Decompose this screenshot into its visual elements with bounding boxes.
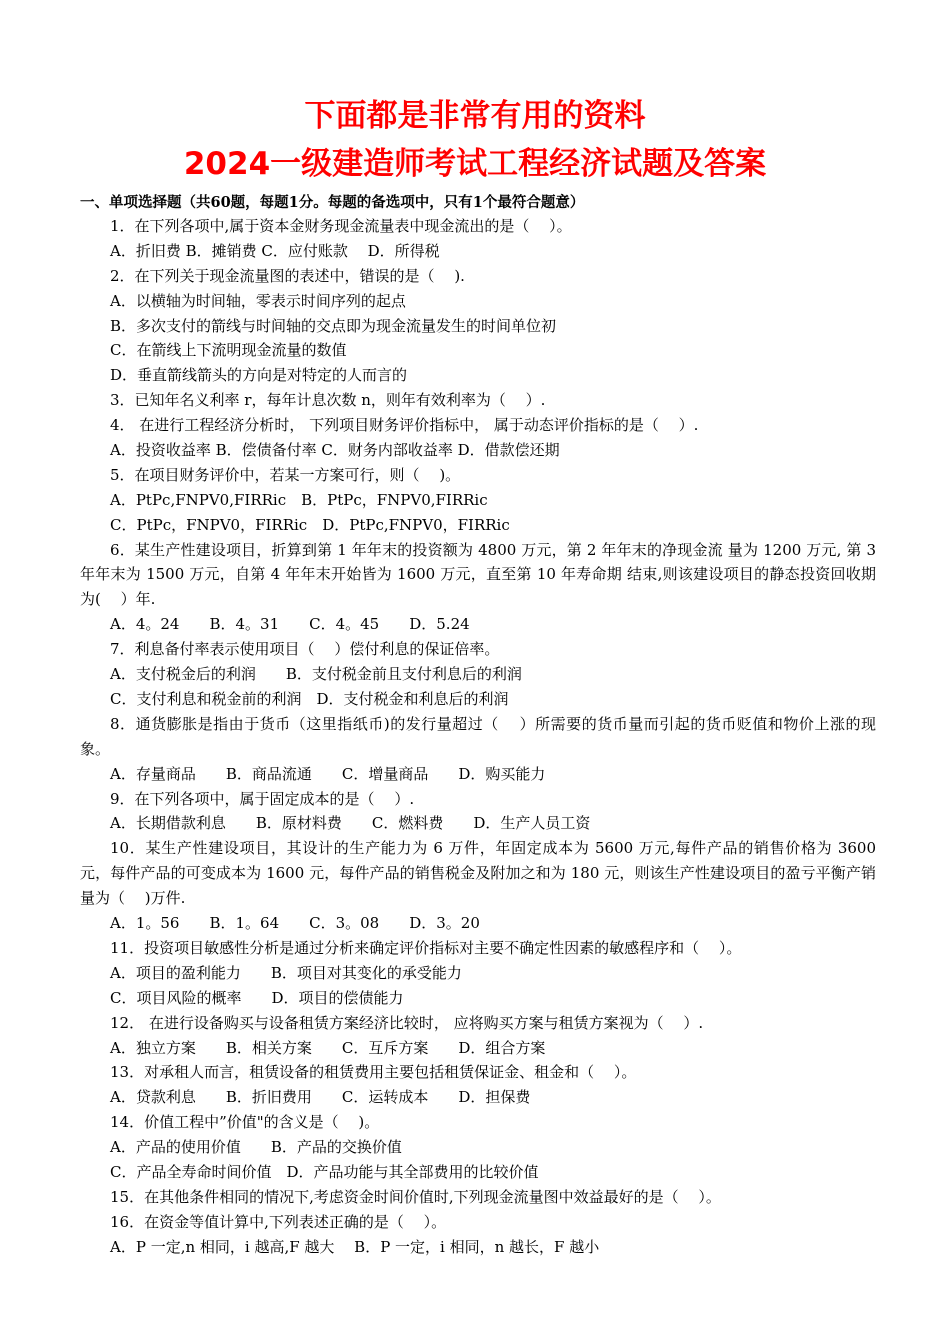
question-11: 11．投资项目敏感性分析是通过分析来确定评价指标对主要不确定性因素的敏感程序和（ ）。 — [110, 938, 742, 957]
question-list — [80, 214, 876, 1260]
question-14: 14．价值工程中”价值"的含义是（ )。 — [110, 1113, 380, 1132]
question-13: 13．对承租人而言，租赁设备的租赁费用主要包括租赁保证金、租金和（ ）。 — [110, 1063, 637, 1082]
question-2: 2．在下列关于现金流量图的表述中，错误的是（ ). — [110, 266, 465, 285]
question-4-options: A．投资收益率 B．偿债备付率 C．财务内部收益率 D．借款偿还期 — [110, 441, 560, 460]
question-10-options: A．1。56 B．1。64 C．3。08 D．3。20 — [110, 914, 480, 933]
question-14-options-ab: A．产品的使用价值 B．产品的交换价值 — [110, 1138, 402, 1157]
question-1-options: A．折旧费 B．摊销费 C．应付账款 D．所得税 — [110, 241, 440, 260]
section-heading: 一、单项选择题（共60题，每题1分。每题的备选项中，只有1个最符合题意） — [80, 194, 585, 211]
question-2-option-a: A．以横轴为时间轴，零表示时间序列的起点 — [110, 291, 406, 310]
question-7: 7．利息备付率表示使用项目（ ）偿付利息的保证倍率。 — [110, 640, 500, 659]
question-7-options-cd: C．支付利息和税金前的利润 D．支付税金和利息后的利润 — [110, 689, 509, 708]
question-5-options-ab: A．PtPc,FNPV0,FIRRic B．PtPc，FNPV0,FIRRic — [110, 490, 488, 509]
question-6-options: A．4。24 B．4。31 C．4。45 D．5.24 — [110, 615, 470, 634]
question-10: 10．某生产性建设项目，其设计的生产能力为 6 万件，年固定成本为 5600 万元,每件产品的销售价格为 3600 元，每件产品的可变成本为 1600 元，每件产品的销售税金及附加之和为 180 元，则该生产性建设项目的盈亏平衡产销量为（ )万件. — [80, 839, 876, 908]
question-2-option-d: D．垂直箭线箭头的方向是对特定的人而言的 — [110, 366, 408, 385]
question-13-options: A．贷款利息 B．折旧费用 C．运转成本 D．担保费 — [110, 1088, 531, 1107]
question-15: 15．在其他条件相同的情况下,考虑资金时间价值时,下列现金流量图中效益最好的是（ ）。 — [110, 1187, 721, 1206]
question-5-options-cd: C．PtPc，FNPV0，FIRRic D．PtPc,FNPV0，FIRRic — [110, 515, 510, 534]
question-16-options-ab: A．P 一定,n 相同，i 越高,F 越大 B．P 一定，i 相同，n 越长，F 越小 — [110, 1237, 600, 1256]
question-11-options-cd: C．项目风险的概率 D．项目的偿债能力 — [110, 988, 404, 1007]
question-12-options: A．独立方案 B．相关方案 C．互斥方案 D．组合方案 — [110, 1038, 546, 1057]
question-9: 9．在下列各项中，属于固定成本的是（ ）. — [110, 789, 415, 808]
question-6: 6．某生产性建设项目，折算到第 1 年年末的投资额为 4800 万元，第 2 年年末的净现金流 量为 1200 万元, 第 3 年年末为 1500 万元，自第 4 年年末开始皆为 1600 万元，直至第 10 年寿命期 结束,则该建设项目的静态投资回收期为( ）年. — [80, 540, 876, 609]
question-4: 4． 在进行工程经济分析时， 下列项目财务评价指标中， 属于动态评价指标的是（ ）. — [110, 416, 699, 435]
title-line-2: 2024一级建造师考试工程经济试题及答案 — [183, 146, 767, 182]
question-8: 8．通货膨胀是指由于货币（这里指纸币)的发行量超过（ ）所需要的货币量而引起的货币贬值和物价上涨的现象。 — [80, 714, 876, 758]
question-11-options-ab: A．项目的盈利能力 B．项目对其变化的承受能力 — [110, 963, 462, 982]
question-2-option-c: C．在箭线上下流明现金流量的数值 — [110, 341, 347, 360]
question-12: 12． 在进行设备购买与设备租赁方案经济比较时， 应将购买方案与租赁方案视为（ ）. — [110, 1013, 704, 1032]
question-2-option-b: B．多次支付的箭线与时间轴的交点即为现金流量发生的时间单位初 — [110, 316, 557, 335]
question-1: 1．在下列各项中,属于资本金财务现金流量表中现金流出的是（ ）。 — [110, 217, 572, 235]
question-7-options-ab: A．支付税金后的利润 B．支付税金前且支付利息后的利润 — [110, 665, 522, 684]
question-8-options: A．存量商品 B．商品流通 C．增量商品 D．购买能力 — [110, 764, 546, 783]
question-9-options: A．长期借款利息 B．原材料费 C．燃料费 D．生产人员工资 — [110, 814, 591, 833]
question-16: 16．在资金等值计算中,下列表述正确的是（ ）。 — [110, 1212, 447, 1231]
question-3: 3．已知年名义利率 r，每年计息次数 n，则年有效利率为（ ）. — [110, 391, 546, 410]
question-14-options-cd: C．产品全寿命时间价值 D．产品功能与其全部费用的比较价值 — [110, 1162, 539, 1181]
title-line-1: 下面都是非常有用的资料 — [304, 98, 646, 134]
question-5: 5．在项目财务评价中，若某一方案可行，则（ )。 — [110, 465, 461, 484]
